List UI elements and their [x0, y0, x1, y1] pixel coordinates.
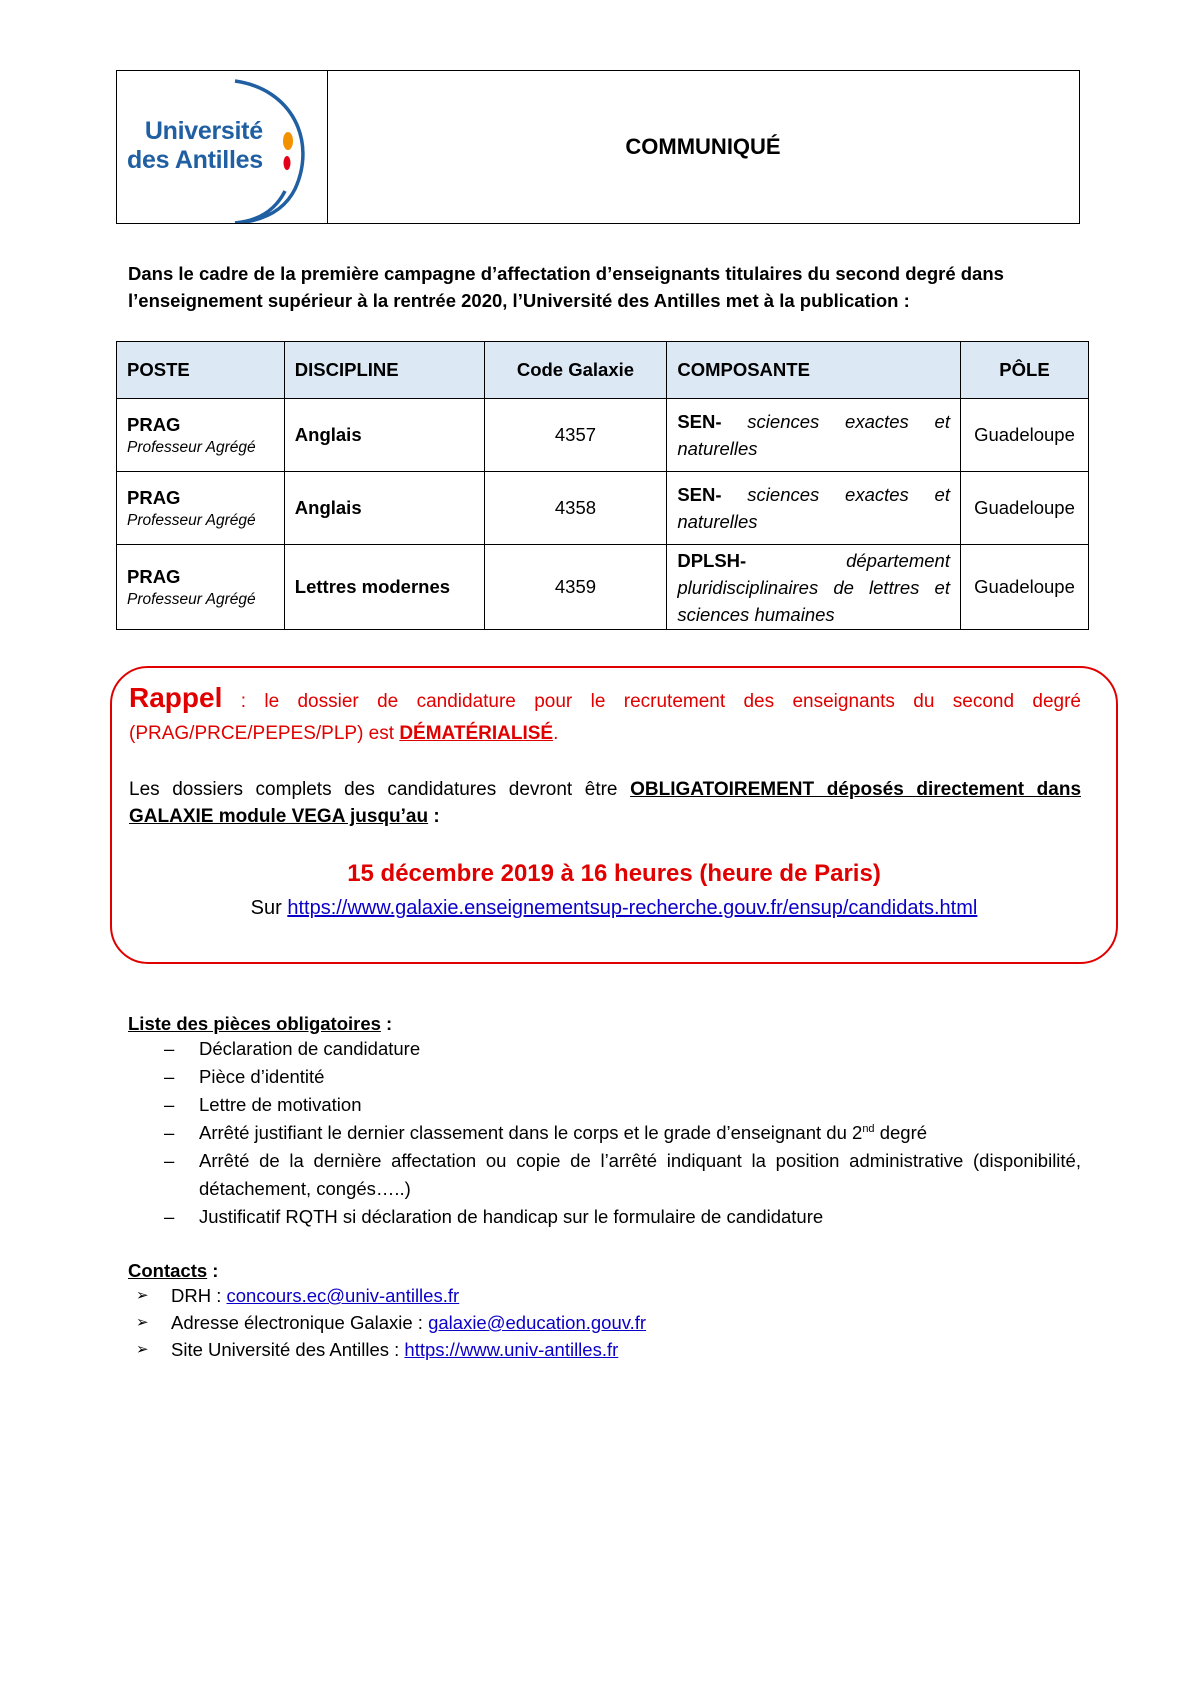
cell-pole: Guadeloupe	[960, 399, 1088, 472]
submission-paragraph	[129, 776, 1081, 830]
poste-detail: Professeur Agrégé	[127, 511, 256, 529]
cell-poste	[117, 545, 285, 630]
logo-cell	[117, 71, 328, 223]
contacts-title: Contacts	[128, 1260, 208, 1281]
list-item: – Déclaration de candidature	[128, 1035, 1081, 1063]
required-documents-heading	[128, 1013, 1081, 1035]
cell-composante	[667, 545, 961, 630]
cell-poste	[117, 472, 285, 545]
poste-detail: Professeur Agrégé	[127, 590, 256, 608]
contact-label: DRH :	[171, 1285, 227, 1306]
required-documents-list	[128, 1035, 1081, 1231]
table-header-row	[117, 342, 1089, 399]
galaxie-candidats-link[interactable]: https://www.galaxie.enseignementsup-recherche.gouv.fr/ensup/candidats.html	[287, 897, 978, 919]
header-code-galaxie: Code Galaxie	[484, 342, 667, 399]
cell-discipline: Anglais	[284, 399, 484, 472]
composante-code: DPLSH-	[677, 549, 747, 571]
submission-text: Les dossiers complets des candidatures devront être	[129, 779, 631, 800]
deadline-text: 15 décembre 2019 à 16 heures (heure de Paris)	[347, 860, 881, 887]
cell-code: 4359	[484, 545, 667, 630]
cell-composante	[667, 472, 961, 545]
header-pole: PÔLE	[960, 342, 1088, 399]
reminder-lead: Rappel	[129, 682, 223, 713]
contact-label: Adresse électronique Galaxie :	[171, 1312, 429, 1333]
table-row	[117, 472, 1089, 545]
logo-line-2: des Antilles	[127, 146, 263, 174]
list-item-text: Arrêté justifiant le dernier classement dans le corps et le grade d’enseignant du 2	[199, 1122, 863, 1143]
list-item-sup: nd	[862, 1122, 875, 1135]
cell-pole: Guadeloupe	[960, 472, 1088, 545]
reminder-dematerialise: DÉMATÉRIALISÉ	[399, 723, 554, 744]
composante-label: sciences exactes et naturelles	[677, 411, 950, 459]
table-row	[117, 399, 1089, 472]
intro-paragraph: Dans le cadre de la première campagne d’affectation d’enseignants titulaires du second degré dans l’enseignement supérieur à la rentrée 2020, l’Université des Antilles met à la publication :	[128, 263, 1004, 311]
contacts-colon: :	[207, 1260, 219, 1281]
poste-title: PRAG	[127, 565, 181, 587]
reminder-box	[110, 666, 1118, 964]
galaxie-email-link[interactable]: galaxie@education.gouv.fr	[428, 1312, 647, 1333]
cell-code: 4357	[484, 399, 667, 472]
contacts-heading	[128, 1260, 1028, 1282]
university-site-link[interactable]: https://www.univ-antilles.fr	[404, 1339, 619, 1360]
poste-detail: Professeur Agrégé	[127, 438, 256, 456]
list-item-text-end: degré	[874, 1122, 928, 1143]
contact-label: Site Université des Antilles :	[171, 1339, 405, 1360]
cell-poste	[117, 399, 285, 472]
list-item	[128, 1119, 1081, 1147]
poste-title: PRAG	[127, 486, 181, 508]
table-row	[117, 545, 1089, 630]
contacts-section	[128, 1260, 1028, 1363]
list-item: – Arrêté de la dernière affectation ou copie de l’arrêté indiquant la position administrative (disponibilité, détachement, congés…..)	[128, 1147, 1081, 1203]
required-documents-title: Liste des pièces obligatoires	[128, 1013, 381, 1034]
logo-line-1: Université	[144, 117, 263, 145]
contact-item	[128, 1336, 1028, 1363]
composante-code: SEN-	[677, 411, 722, 432]
reminder-paragraph	[129, 682, 1081, 750]
header-composante: COMPOSANTE	[667, 342, 961, 399]
reminder-text-end: .	[553, 723, 559, 744]
list-item: – Lettre de motivation	[128, 1091, 1081, 1119]
header-discipline: DISCIPLINE	[284, 342, 484, 399]
cell-code: 4358	[484, 472, 667, 545]
cell-pole: Guadeloupe	[960, 545, 1088, 630]
cell-discipline: Anglais	[284, 472, 484, 545]
composante-code: SEN-	[677, 484, 722, 505]
submission-strong: OBLIGATOIREMENT déposés directement dans GALAXIE module VEGA jusqu’au	[129, 779, 1082, 827]
site-prefix: Sur	[250, 897, 288, 919]
header-poste: POSTE	[117, 342, 285, 399]
university-logo	[117, 71, 327, 223]
document-title: COMMUNIQUÉ	[625, 134, 781, 159]
contact-item	[128, 1282, 1028, 1309]
logo-text	[127, 117, 263, 175]
composante-label: département pluridisciplinaires de lettres et sciences humaines	[677, 549, 950, 625]
drh-email-link[interactable]: concours.ec@univ-antilles.fr	[226, 1285, 460, 1306]
required-documents	[128, 1013, 1081, 1231]
positions-table	[116, 341, 1089, 630]
contact-item	[128, 1309, 1028, 1336]
contacts-list	[128, 1282, 1028, 1363]
required-documents-colon: :	[380, 1013, 393, 1034]
poste-title: PRAG	[127, 413, 181, 435]
cell-discipline: Lettres modernes	[284, 545, 484, 630]
list-item: – Justificatif RQTH si déclaration de handicap sur le formulaire de candidature	[128, 1203, 1081, 1231]
list-item: – Pièce d’identité	[128, 1063, 1081, 1091]
composante-label: sciences exactes et naturelles	[677, 484, 950, 532]
cell-composante	[667, 399, 961, 472]
header-box	[116, 70, 1080, 224]
submission-end: :	[428, 806, 440, 827]
reminder-text: : le dossier de candidature pour le recrutement des enseignants du second degré (PRAG/PRCE/PEPES/PLP) est	[129, 691, 1081, 744]
site-line	[112, 897, 1116, 920]
